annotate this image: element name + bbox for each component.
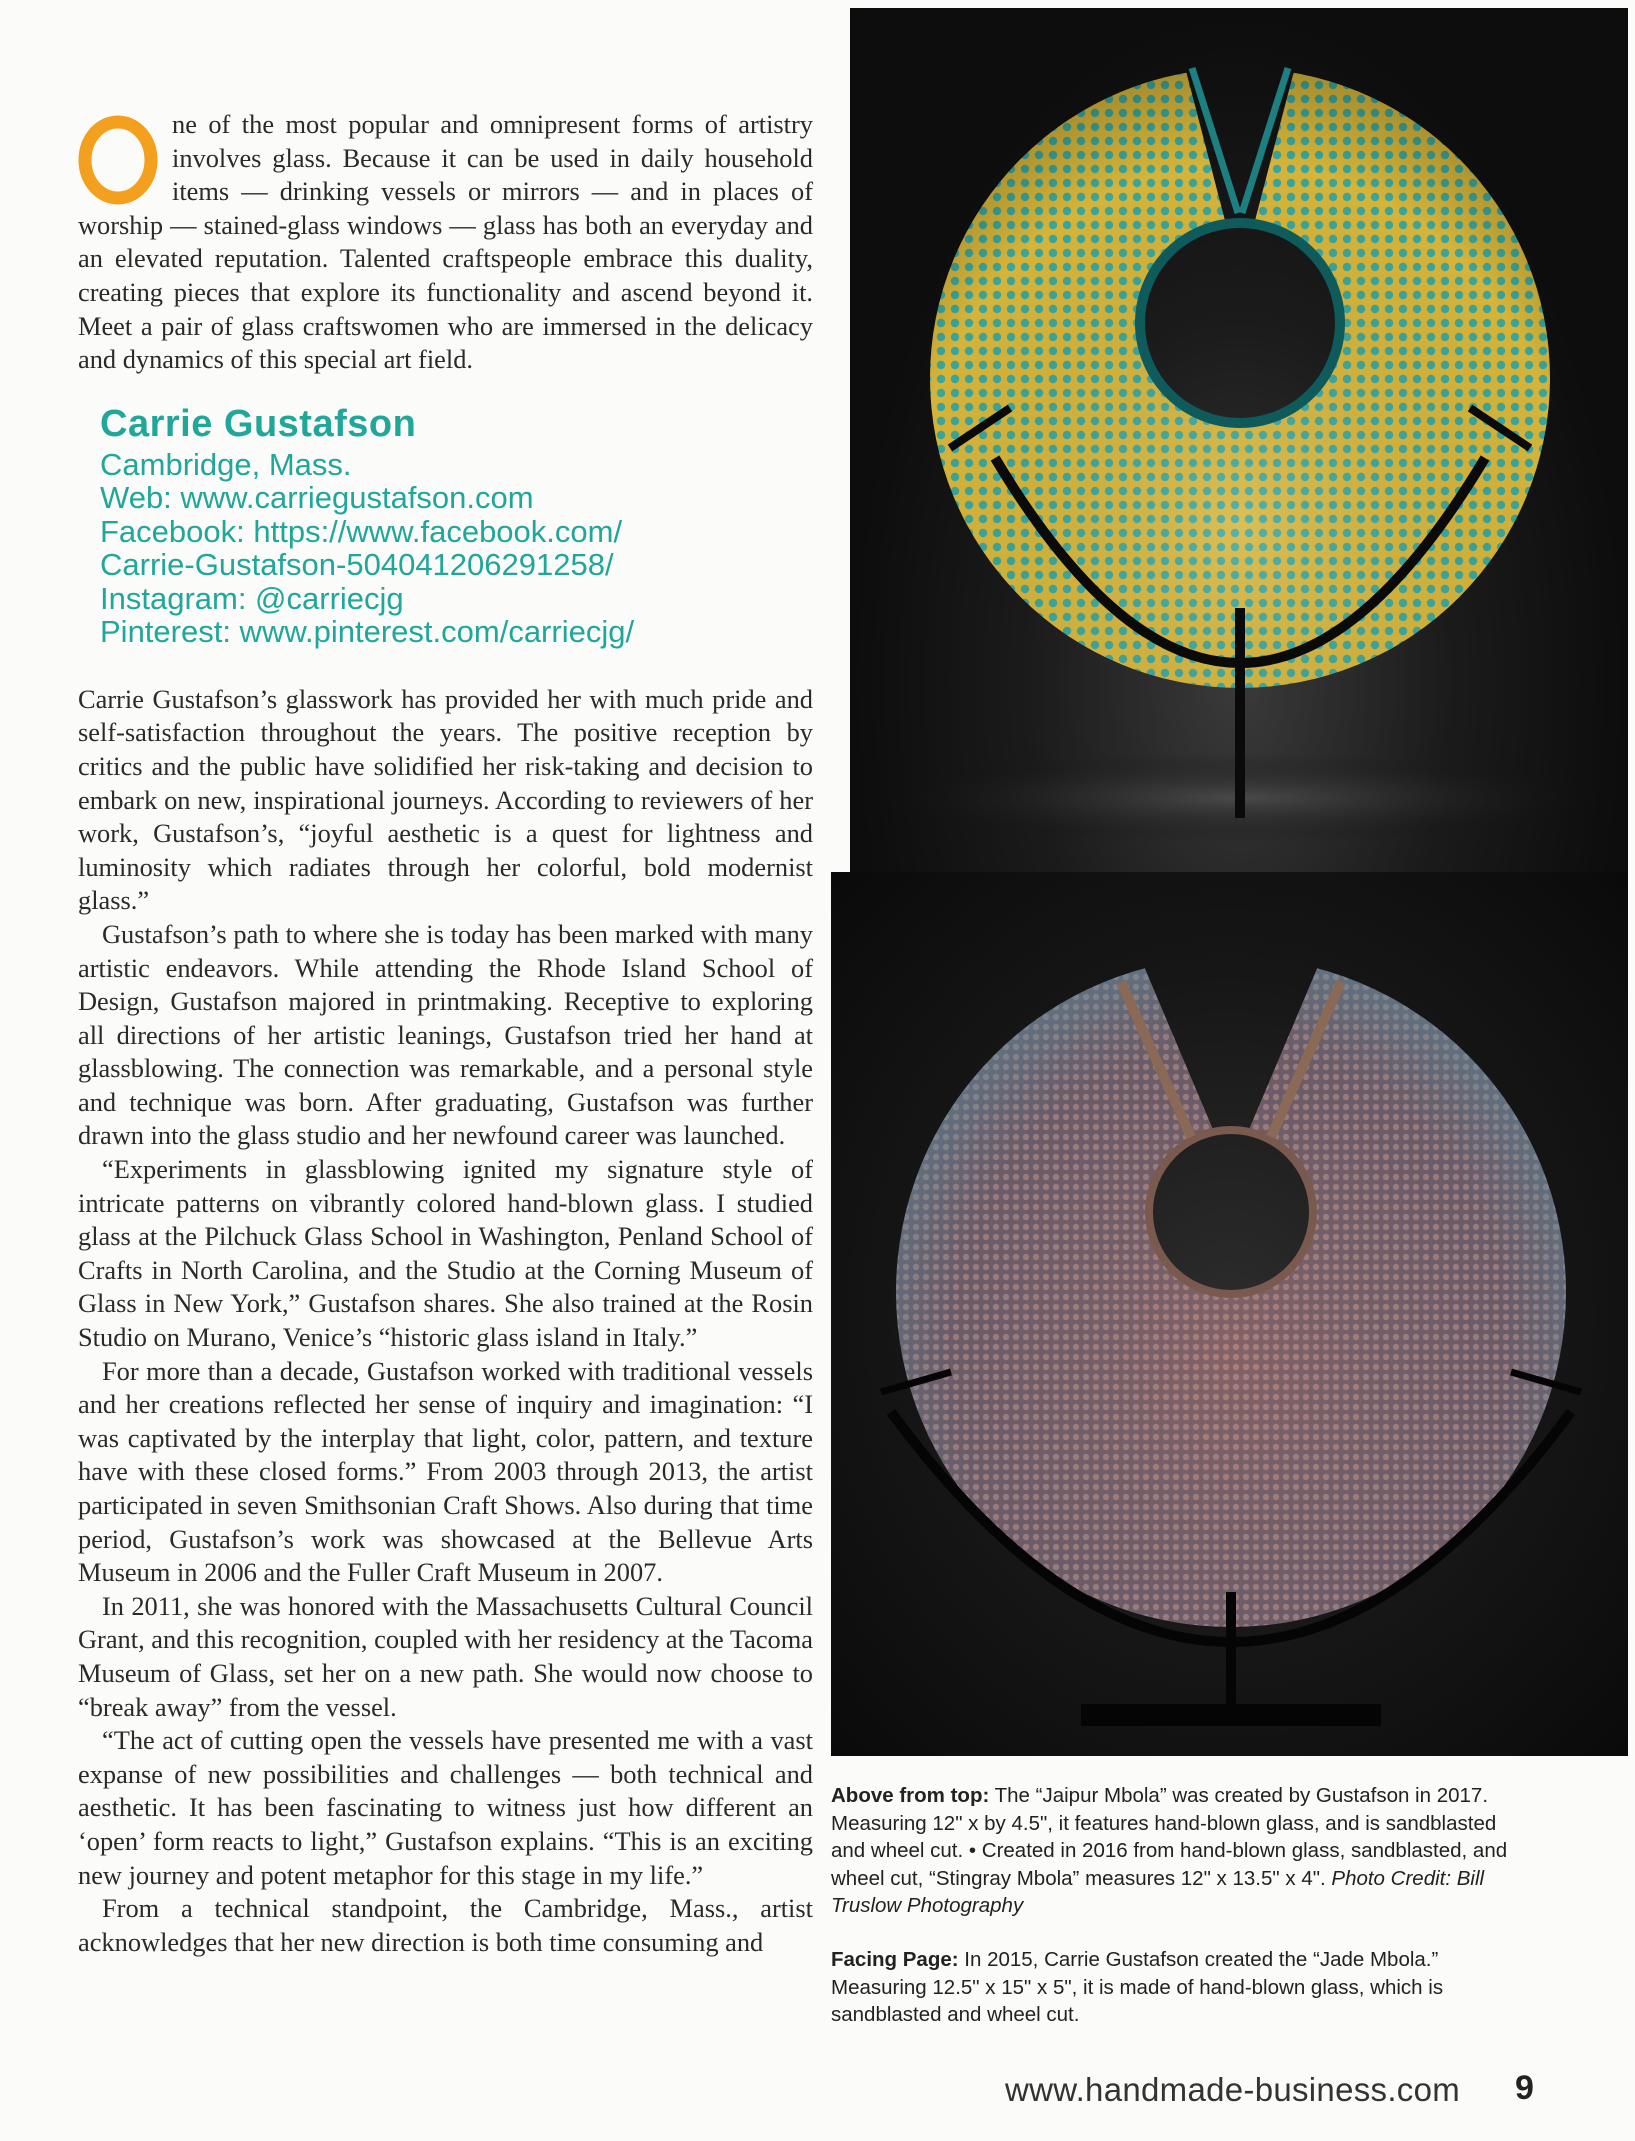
photo-jaipur-mbola — [850, 8, 1628, 872]
artist-name: Carrie Gustafson — [100, 402, 417, 445]
caption-above-label: Above from top: — [831, 1784, 990, 1807]
caption-facing-label: Facing Page: — [831, 1948, 959, 1971]
body-paragraph: “Experiments in glassblowing ignited my signature style of intricate patterns on vibrantly colored hand-blown glass. I studied glass at the Pilchuck Glass School in Washington, Penland School of Crafts in North Carolina, and the Studio at the Corning Museum of Glass in New York,” Gustafson shares. She also trained at the Rosin Studio on Murano, Venice’s “historic glass island in Italy.” — [78, 1154, 813, 1353]
drop-cap-o-icon — [76, 114, 160, 206]
body-paragraph: Gustafson’s path to where she is today has been marked with many artistic endeavors. While attending the Rhode Island School of Design, Gustafson majored in printmaking. Receptive to exploring all directions of her artistic leanings, Gustafson tried her hand at glassblowing. The connection was remarkable, and a personal style and technique was born. After graduating, Gustafson was further drawn into the glass studio and her newfound career was launched. — [78, 918, 813, 1151]
drop-cap — [76, 114, 160, 206]
glass-sculpture-yellow-image — [850, 8, 1628, 872]
artist-facebook-link-cont[interactable]: Carrie-Gustafson-504041206291258/ — [100, 547, 614, 583]
body-paragraph: “The act of cutting open the vessels have presented me with a vast expanse of new possibilities and challenges — both technical and aesthetic. It has been fascinating to witness just how different an ‘open’ form reacts to light,” Gustafson explains. “This is an exciting new journey and potent metaphor for this stage in my life.” — [78, 1725, 813, 1890]
article-column — [78, 108, 813, 1959]
artist-pinterest-link[interactable]: Pinterest: www.pinterest.com/carriecjg/ — [100, 614, 635, 650]
photo-credit: Photo Credit: Bill Truslow Photography — [831, 1866, 1485, 1918]
body-paragraph: Carrie Gustafson’s glasswork has provided her with much pride and self-satisfaction throughout the years. The positive reception by critics and the public have solidified her risk-taking and decision to embark on new, inspirational journeys. According to reviewers of her work, Gustafson’s, “joyful aesthetic is a quest for lightness and luminosity which radiates through her colorful, bold modernist glass.” — [78, 683, 813, 916]
artist-web-link[interactable]: Web: www.carriegustafson.com — [100, 480, 534, 516]
body-paragraph: In 2011, she was honored with the Massachusetts Cultural Council Grant, and this recognition, coupled with her residency at the Tacoma Museum of Glass, set her on a new path. She would now choose to “break away” from the vessel. — [78, 1590, 813, 1722]
caption-above-text: The “Jaipur Mbola” was created by Gustafson in 2017. Measuring 12" x by 4.5", it features hand-blown glass, and is sandblasted and wheel cut. • Created in 2016 from hand-blown glass, sandblasted, and wheel cut, “Stingray Mbola” measures 12" x 13.5" x 4". — [831, 1784, 1508, 1890]
caption-facing-text: In 2015, Carrie Gustafson created the “Jade Mbola.” Measuring 12.5" x 15" x 5", it is made of hand-blown glass, which is sandblasted and wheel cut. — [831, 1948, 1444, 2027]
artist-contact — [100, 448, 813, 649]
body-paragraph: From a technical standpoint, the Cambridge, Mass., artist acknowledges that her new direction is both time consuming and — [78, 1893, 813, 1957]
page-number: 9 — [1515, 2069, 1534, 2107]
artist-instagram-link[interactable]: Instagram: @carriecjg — [100, 580, 404, 616]
footer-url[interactable]: www.handmade-business.com — [1005, 2071, 1461, 2108]
intro-text: ne of the most popular and omnipresent forms of artistry involves glass. Because it can be used in daily household items — drinking vessels or mirrors — and in places of worship — stained-glass windows — glass has both an everyday and an elevated reputation. Talented craftspeople embrace this duality, creating pieces that explore its functionality and ascend beyond it. Meet a pair of glass craftswomen who are immersed in the delicacy and dynamics of this special art field. — [78, 109, 813, 375]
caption-above — [831, 1782, 1531, 1920]
photo-stingray-mbola — [831, 872, 1628, 1756]
caption-facing-page — [831, 1946, 1531, 2029]
body-paragraph: For more than a decade, Gustafson worked with traditional vessels and her creations reflected her sense of inquiry and imagination: “I was captivated by the interplay that light, color, pattern, and texture have with these closed forms.” From 2003 through 2013, the artist participated in seven Smithsonian Craft Shows. Also during that time period, Gustafson’s work was showcased at the Bellevue Arts Museum in 2006 and the Fuller Craft Museum in 2007. — [78, 1355, 813, 1588]
artist-facebook-link[interactable]: Facebook: https://www.facebook.com/ — [100, 513, 623, 549]
article-body — [78, 683, 813, 1960]
intro-paragraph — [78, 108, 813, 377]
artist-location: Cambridge, Mass. — [100, 446, 352, 482]
glass-sculpture-blue-image — [831, 872, 1628, 1756]
